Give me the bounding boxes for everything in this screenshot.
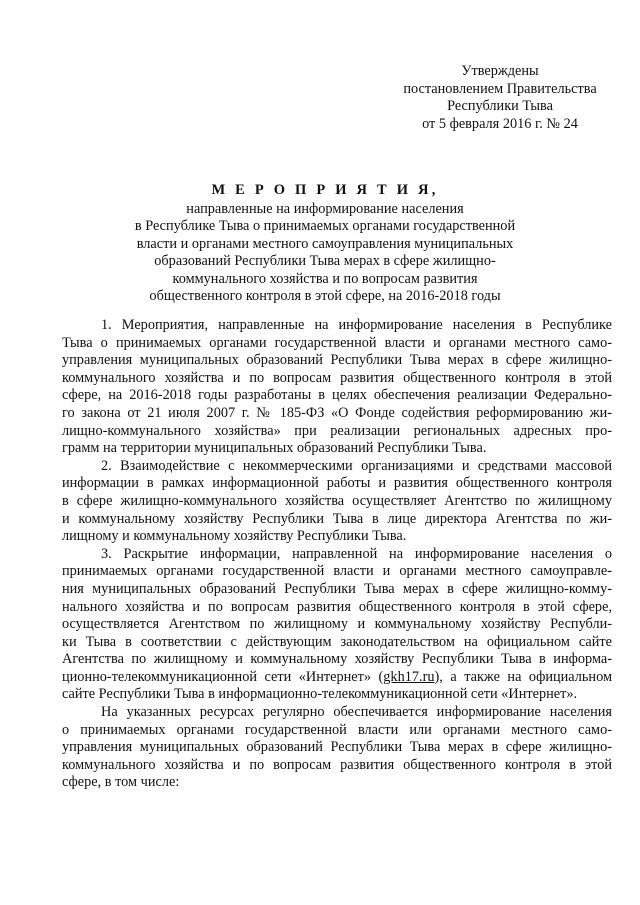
document-subtitle (60, 201, 590, 305)
approval-line: от 5 февраля 2016 г. № 24 (422, 115, 578, 132)
text-line: 1. Мероприятия, направленные на информирование населения в Республике (101, 317, 612, 333)
text-line: коммунального хозяйства и по вопросам развития общественного контроля в этой (62, 369, 612, 386)
text-line: управления муниципальных образований Республики Тыва мерах в сфере жилищно- (62, 739, 612, 756)
text-line: нального хозяйства и по вопросам развития общественного контроля в этой сфере, (62, 598, 612, 615)
text-line: Тыва о принимаемых органами государственной власти и органами местного само- (62, 334, 612, 351)
approval-line: постановлением Правительства (403, 80, 597, 97)
text-line: грамм на территории муниципальных образований Республики Тыва. (62, 440, 487, 457)
text-line: лищно-коммунального хозяйства» при реализации региональных адресных про- (62, 422, 612, 439)
subtitle-line: власти и органами местного самоуправления муниципальных (136, 235, 514, 252)
text-line: го закона от 21 июля 2007 г. № 185-ФЗ «О Фонде содействия реформированию жи- (62, 404, 612, 421)
document-title-block (60, 181, 590, 305)
document-body (62, 317, 612, 792)
text-line: осуществляется Агентством по жилищному и коммунальному хозяйству Республи- (62, 616, 612, 633)
subtitle-line: в Республике Тыва о принимаемых органами государственной (134, 218, 516, 235)
paragraph-2 (62, 458, 612, 546)
text-line: и коммунальному хозяйству Республики Тыва в лице директора Агентства по жи- (62, 510, 612, 527)
approval-line: Республики Тыва (447, 98, 553, 114)
text-line: управления муниципальных образований Республики Тыва мерах в сфере жилищно- (62, 352, 612, 369)
text-segment: ционно-телекоммуникационной сети «Интернет» ( (62, 668, 384, 685)
text-line: коммунального хозяйства и по вопросам развития общественного контроля в этой (62, 756, 612, 773)
approval-stamp (380, 63, 620, 133)
paragraph-1 (62, 317, 612, 458)
text-line: Агентства по жилищному и коммунальному хозяйству Республики Тыва в информа- (62, 651, 612, 668)
text-segment: ), а также на официальном (434, 668, 612, 685)
text-line: 3. Раскрытие информации, направленной на информирование населения о (101, 545, 612, 562)
text-line: ки Тыва в соответствии с действующим законодательством на официальном сайте (62, 633, 612, 650)
approval-line: Утверждены (461, 63, 539, 79)
text-line: о принимаемых органами государственной власти или органами местного само- (62, 721, 612, 738)
text-line: 2. Взаимодействие с некоммерческими организациями и средствами массовой (101, 457, 612, 474)
text-line: информации в рамках информационной работы и развития общественного контроля (62, 475, 612, 492)
subtitle-line: направленные на информирование населения (186, 201, 464, 217)
text-line: На указанных ресурсах регулярно обеспечивается информирование населения (101, 704, 612, 721)
subtitle-line: образований Республики Тыва мерах в сфере жилищно- (154, 253, 496, 270)
text-line: лищному и коммунальному хозяйству Республики Тыва. (62, 528, 407, 545)
text-line: сайте Республики Тыва в информационно-телекоммуникационной сети «Интернет». (62, 686, 578, 703)
subtitle-line: коммунального хозяйства и по вопросам развития (172, 270, 478, 287)
text-line: принимаемых органами государственной власти и органами местного самоуправле- (62, 563, 612, 580)
paragraph-4 (62, 704, 612, 792)
paragraph-3 (62, 546, 612, 704)
text-line: сфере, в том числе: (62, 774, 180, 791)
gkh17-site-link[interactable]: gkh17.ru (383, 668, 435, 685)
document-heading: М Е Р О П Р И Я Т И Я, (211, 182, 439, 198)
text-line-with-link (62, 669, 612, 687)
text-line: ния муниципальных образований Республики Тыва мерах в сфере жилищно-комму- (62, 580, 612, 597)
text-line: в сфере жилищно-коммунального хозяйства осуществляет Агентство по жилищному (62, 492, 612, 509)
subtitle-line: общественного контроля в этой сфере, на 2016-2018 годы (149, 288, 501, 305)
text-line: сфере, на 2016-2018 годы разработаны в целях обеспечения реализации Федерально- (62, 387, 612, 404)
